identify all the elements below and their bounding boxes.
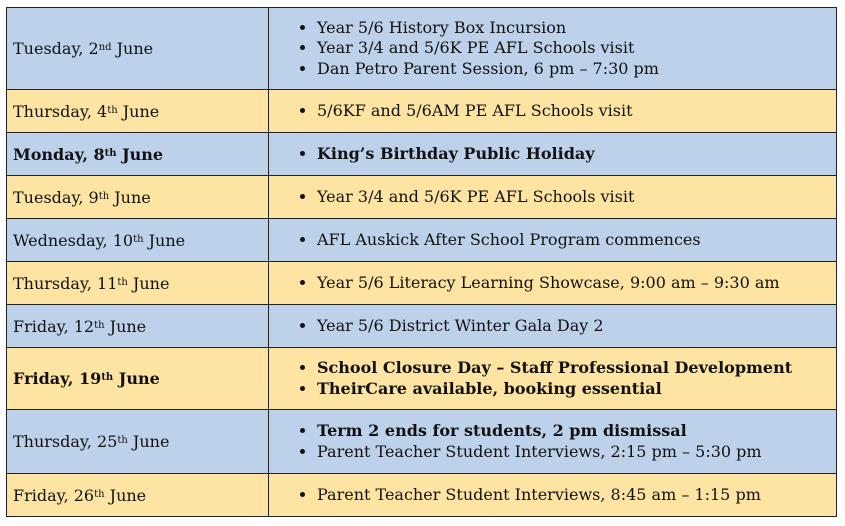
event-item: • Year 3/4 and 5/6K PE AFL Schools visit xyxy=(317,38,836,59)
events-calendar-table xyxy=(6,7,837,517)
date-ordinal-suffix: th xyxy=(98,190,110,202)
date-ordinal-suffix: th xyxy=(117,435,128,446)
event-item: • AFL Auskick After School Program commences xyxy=(317,230,836,251)
date-cell xyxy=(7,474,269,517)
event-item: • Dan Petro Parent Session, 6 pm – 7:30 pm xyxy=(317,59,836,80)
date-ordinal-suffix: th xyxy=(94,488,105,500)
date-day: Monday, 8 xyxy=(13,144,105,164)
date-month: June xyxy=(113,369,160,388)
date-day: Friday, 26 xyxy=(13,485,95,505)
events-cell xyxy=(269,262,837,305)
event-item: • Parent Teacher Student Interviews, 8:45 am – 1:15 pm xyxy=(317,485,836,506)
events-cell xyxy=(269,348,837,410)
calendar-row xyxy=(7,262,837,305)
date-day: Thursday, 11 xyxy=(13,273,118,293)
event-list xyxy=(291,101,836,122)
event-item: • Year 5/6 Literacy Learning Showcase, 9:00 am – 9:30 am xyxy=(317,273,836,294)
calendar-row xyxy=(7,410,837,474)
date-month: June xyxy=(111,39,154,58)
date-ordinal-suffix: th xyxy=(104,147,117,159)
event-list xyxy=(291,144,836,165)
events-cell xyxy=(269,133,837,176)
event-list xyxy=(291,316,836,337)
calendar-row xyxy=(7,474,837,517)
date-month: June xyxy=(104,316,147,336)
event-item: • Year 3/4 and 5/6K PE AFL Schools visit xyxy=(317,187,836,208)
calendar-row xyxy=(7,348,837,410)
event-list xyxy=(291,18,836,80)
date-cell xyxy=(7,305,269,348)
event-item: • Term 2 ends for students, 2 pm dismissal xyxy=(317,421,836,442)
event-item: • King’s Birthday Public Holiday xyxy=(317,144,836,165)
calendar-row xyxy=(7,176,837,219)
date-day: Tuesday, 2 xyxy=(13,39,99,58)
events-cell xyxy=(269,474,837,517)
event-item: • School Closure Day – Staff Professional Development xyxy=(317,358,836,379)
date-month: June xyxy=(104,485,147,505)
date-ordinal-suffix: nd xyxy=(98,42,112,53)
events-cell xyxy=(269,90,837,133)
events-cell xyxy=(269,8,837,90)
events-cell xyxy=(269,176,837,219)
event-item: • Year 5/6 History Box Incursion xyxy=(317,18,836,39)
date-month: June xyxy=(143,230,186,250)
event-item: • TheirCare available, booking essential xyxy=(317,379,836,400)
date-month: June xyxy=(127,273,170,293)
date-cell xyxy=(7,90,269,133)
event-list xyxy=(291,273,836,294)
date-cell xyxy=(7,176,269,219)
date-month: June xyxy=(117,101,160,121)
event-list xyxy=(291,485,836,506)
date-ordinal-suffix: th xyxy=(94,319,105,331)
calendar-row xyxy=(7,219,837,262)
event-list xyxy=(291,358,836,399)
calendar-row xyxy=(7,90,837,133)
date-ordinal-suffix: th xyxy=(117,276,128,288)
date-cell xyxy=(7,219,269,262)
event-list xyxy=(291,421,836,462)
event-item: • Parent Teacher Student Interviews, 2:15 pm – 5:30 pm xyxy=(317,442,836,463)
date-cell xyxy=(7,262,269,305)
date-day: Tuesday, 9 xyxy=(13,187,99,207)
date-ordinal-suffix: th xyxy=(133,233,144,245)
date-month: June xyxy=(109,187,151,207)
date-cell xyxy=(7,133,269,176)
events-cell xyxy=(269,410,837,474)
events-cell xyxy=(269,305,837,348)
event-item: • Year 5/6 District Winter Gala Day 2 xyxy=(317,316,836,337)
event-item: • 5/6KF and 5/6AM PE AFL Schools visit xyxy=(317,101,836,122)
date-day: Friday, 12 xyxy=(13,316,95,336)
calendar-body xyxy=(7,8,837,517)
date-ordinal-suffix: th xyxy=(101,372,114,383)
date-day: Thursday, 25 xyxy=(13,432,118,451)
event-list xyxy=(291,187,836,208)
date-month: June xyxy=(116,144,164,164)
event-list xyxy=(291,230,836,251)
date-day: Thursday, 4 xyxy=(13,101,108,121)
events-cell xyxy=(269,219,837,262)
date-cell xyxy=(7,8,269,90)
date-cell xyxy=(7,348,269,410)
calendar-row xyxy=(7,305,837,348)
date-cell xyxy=(7,410,269,474)
date-day: Friday, 19 xyxy=(13,369,102,388)
date-month: June xyxy=(127,432,170,451)
date-ordinal-suffix: th xyxy=(107,104,118,116)
calendar-row xyxy=(7,8,837,90)
calendar-row xyxy=(7,133,837,176)
date-day: Wednesday, 10 xyxy=(13,230,134,250)
